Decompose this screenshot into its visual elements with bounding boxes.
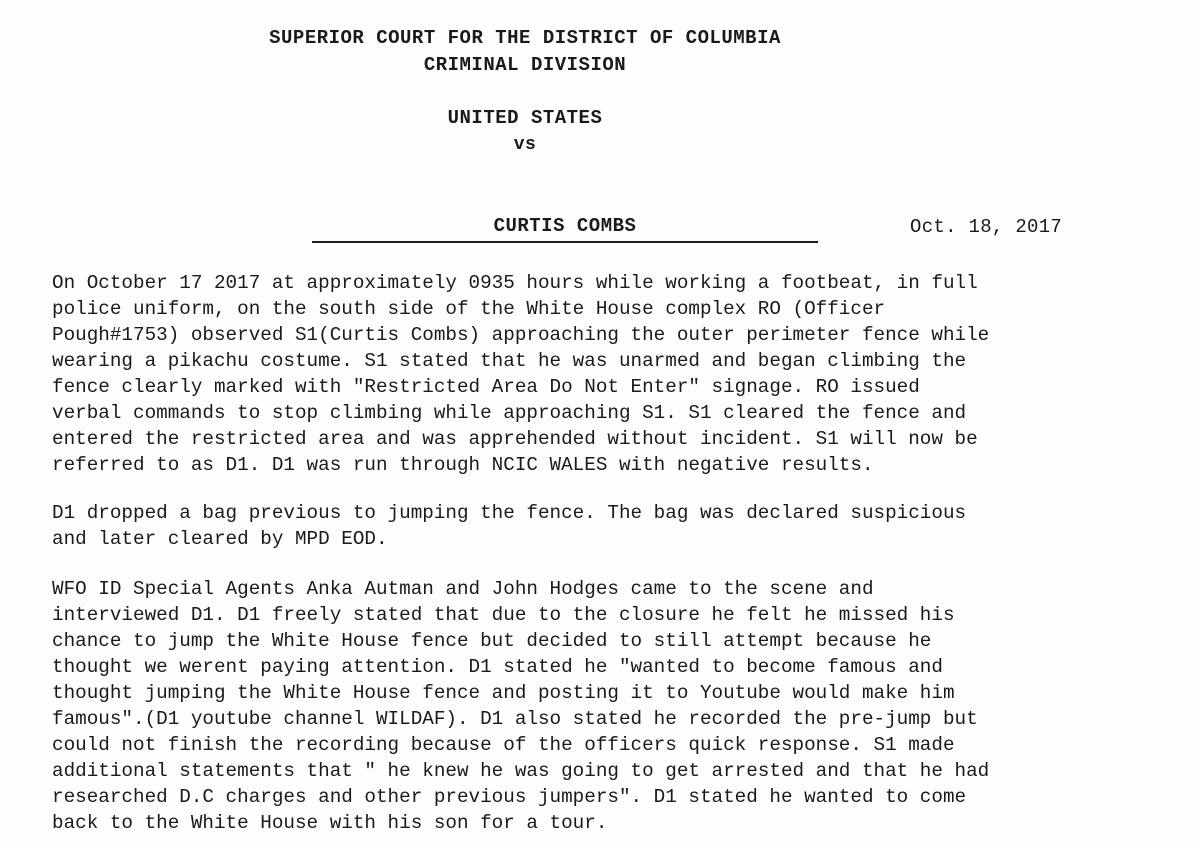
text-line: interviewed D1. D1 freely stated that due to the closure he felt he missed his [52,604,955,626]
narrative-paragraph-2 [52,500,966,552]
text-line: could not finish the recording because of the officers quick response. S1 made [52,734,955,756]
division-title: CRIMINAL DIVISION [423,54,627,76]
text-line: researched D.C charges and other previous jumpers". D1 stated he wanted to come [52,786,967,808]
text-line: additional statements that " he knew he was going to get arrested and that he had [52,760,990,782]
text-line: referred to as D1. D1 was run through NCIC WALES with negative results. [52,454,874,476]
text-line: fence clearly marked with "Restricted Area Do Not Enter" signage. RO issued [52,376,920,398]
text-line: WFO ID Special Agents Anka Autman and John Hodges came to the scene and [52,578,874,600]
text-line: famous".(D1 youtube channel WILDAF). D1 also stated he recorded the pre-jump but [52,708,978,730]
court-title: SUPERIOR COURT FOR THE DISTRICT OF COLUMBIA [269,27,781,49]
text-line: and later cleared by MPD EOD. [52,528,388,550]
text-line: On October 17 2017 at approximately 0935 hours while working a footbeat, in full [52,272,978,294]
versus-label: vs [513,135,537,155]
text-line: thought jumping the White House fence and posting it to Youtube would make him [52,682,955,704]
plaintiff-name: UNITED STATES [447,107,603,129]
text-line: Pough#1753) observed S1(Curtis Combs) approaching the outer perimeter fence while [52,324,990,346]
defendant-name: CURTIS COMBS [312,215,818,243]
text-line: verbal commands to stop climbing while approaching S1. S1 cleared the fence and [52,402,967,424]
narrative-paragraph-3 [52,576,989,836]
text-line: chance to jump the White House fence but decided to still attempt because he [52,630,932,652]
text-line: entered the restricted area and was apprehended without incident. S1 will now be [52,428,978,450]
text-line: D1 dropped a bag previous to jumping the fence. The bag was declared suspicious [52,502,967,524]
text-line: thought we werent paying attention. D1 stated he "wanted to become famous and [52,656,943,678]
narrative-paragraph-1 [52,270,989,478]
text-line: police uniform, on the south side of the White House complex RO (Officer [52,298,886,320]
report-date: Oct. 18, 2017 [910,216,1063,238]
text-line: back to the White House with his son for a tour. [52,812,608,834]
text-line: wearing a pikachu costume. S1 stated that he was unarmed and began climbing the [52,350,967,372]
